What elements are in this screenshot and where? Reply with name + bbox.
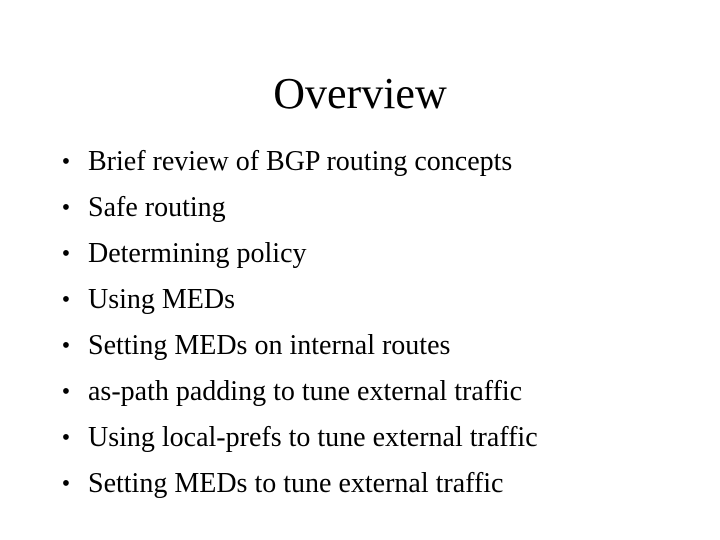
- bullet-item: [56, 277, 696, 323]
- bullet-item: [56, 323, 696, 369]
- bullet-text: Using MEDs: [88, 284, 236, 315]
- bullet-item: [56, 185, 696, 231]
- bullet-text: Setting MEDs on internal routes: [88, 330, 451, 361]
- bullet-icon: •: [61, 149, 71, 175]
- bullet-text: as-path padding to tune external traffic: [88, 376, 523, 407]
- bullet-icon: •: [61, 287, 71, 313]
- slide-title-text: Overview: [273, 69, 447, 118]
- bullet-text: Brief review of BGP routing concepts: [88, 146, 513, 177]
- bullet-icon: •: [61, 425, 71, 451]
- slide-title: [0, 68, 720, 120]
- bullet-item: [56, 415, 696, 461]
- bullet-text: Using local-prefs to tune external traffic: [88, 422, 538, 453]
- bullet-list: [56, 139, 696, 507]
- bullet-icon: •: [61, 333, 71, 359]
- bullet-text: Setting MEDs to tune external traffic: [88, 468, 504, 499]
- bullet-item: [56, 139, 696, 185]
- bullet-icon: •: [61, 379, 71, 405]
- bullet-item: [56, 369, 696, 415]
- bullet-item: [56, 231, 696, 277]
- bullet-icon: •: [61, 241, 71, 267]
- bullet-item: [56, 461, 696, 507]
- bullet-icon: •: [61, 195, 71, 221]
- bullet-icon: •: [61, 471, 71, 497]
- bullet-text: Safe routing: [88, 192, 226, 223]
- bullet-text: Determining policy: [88, 238, 307, 269]
